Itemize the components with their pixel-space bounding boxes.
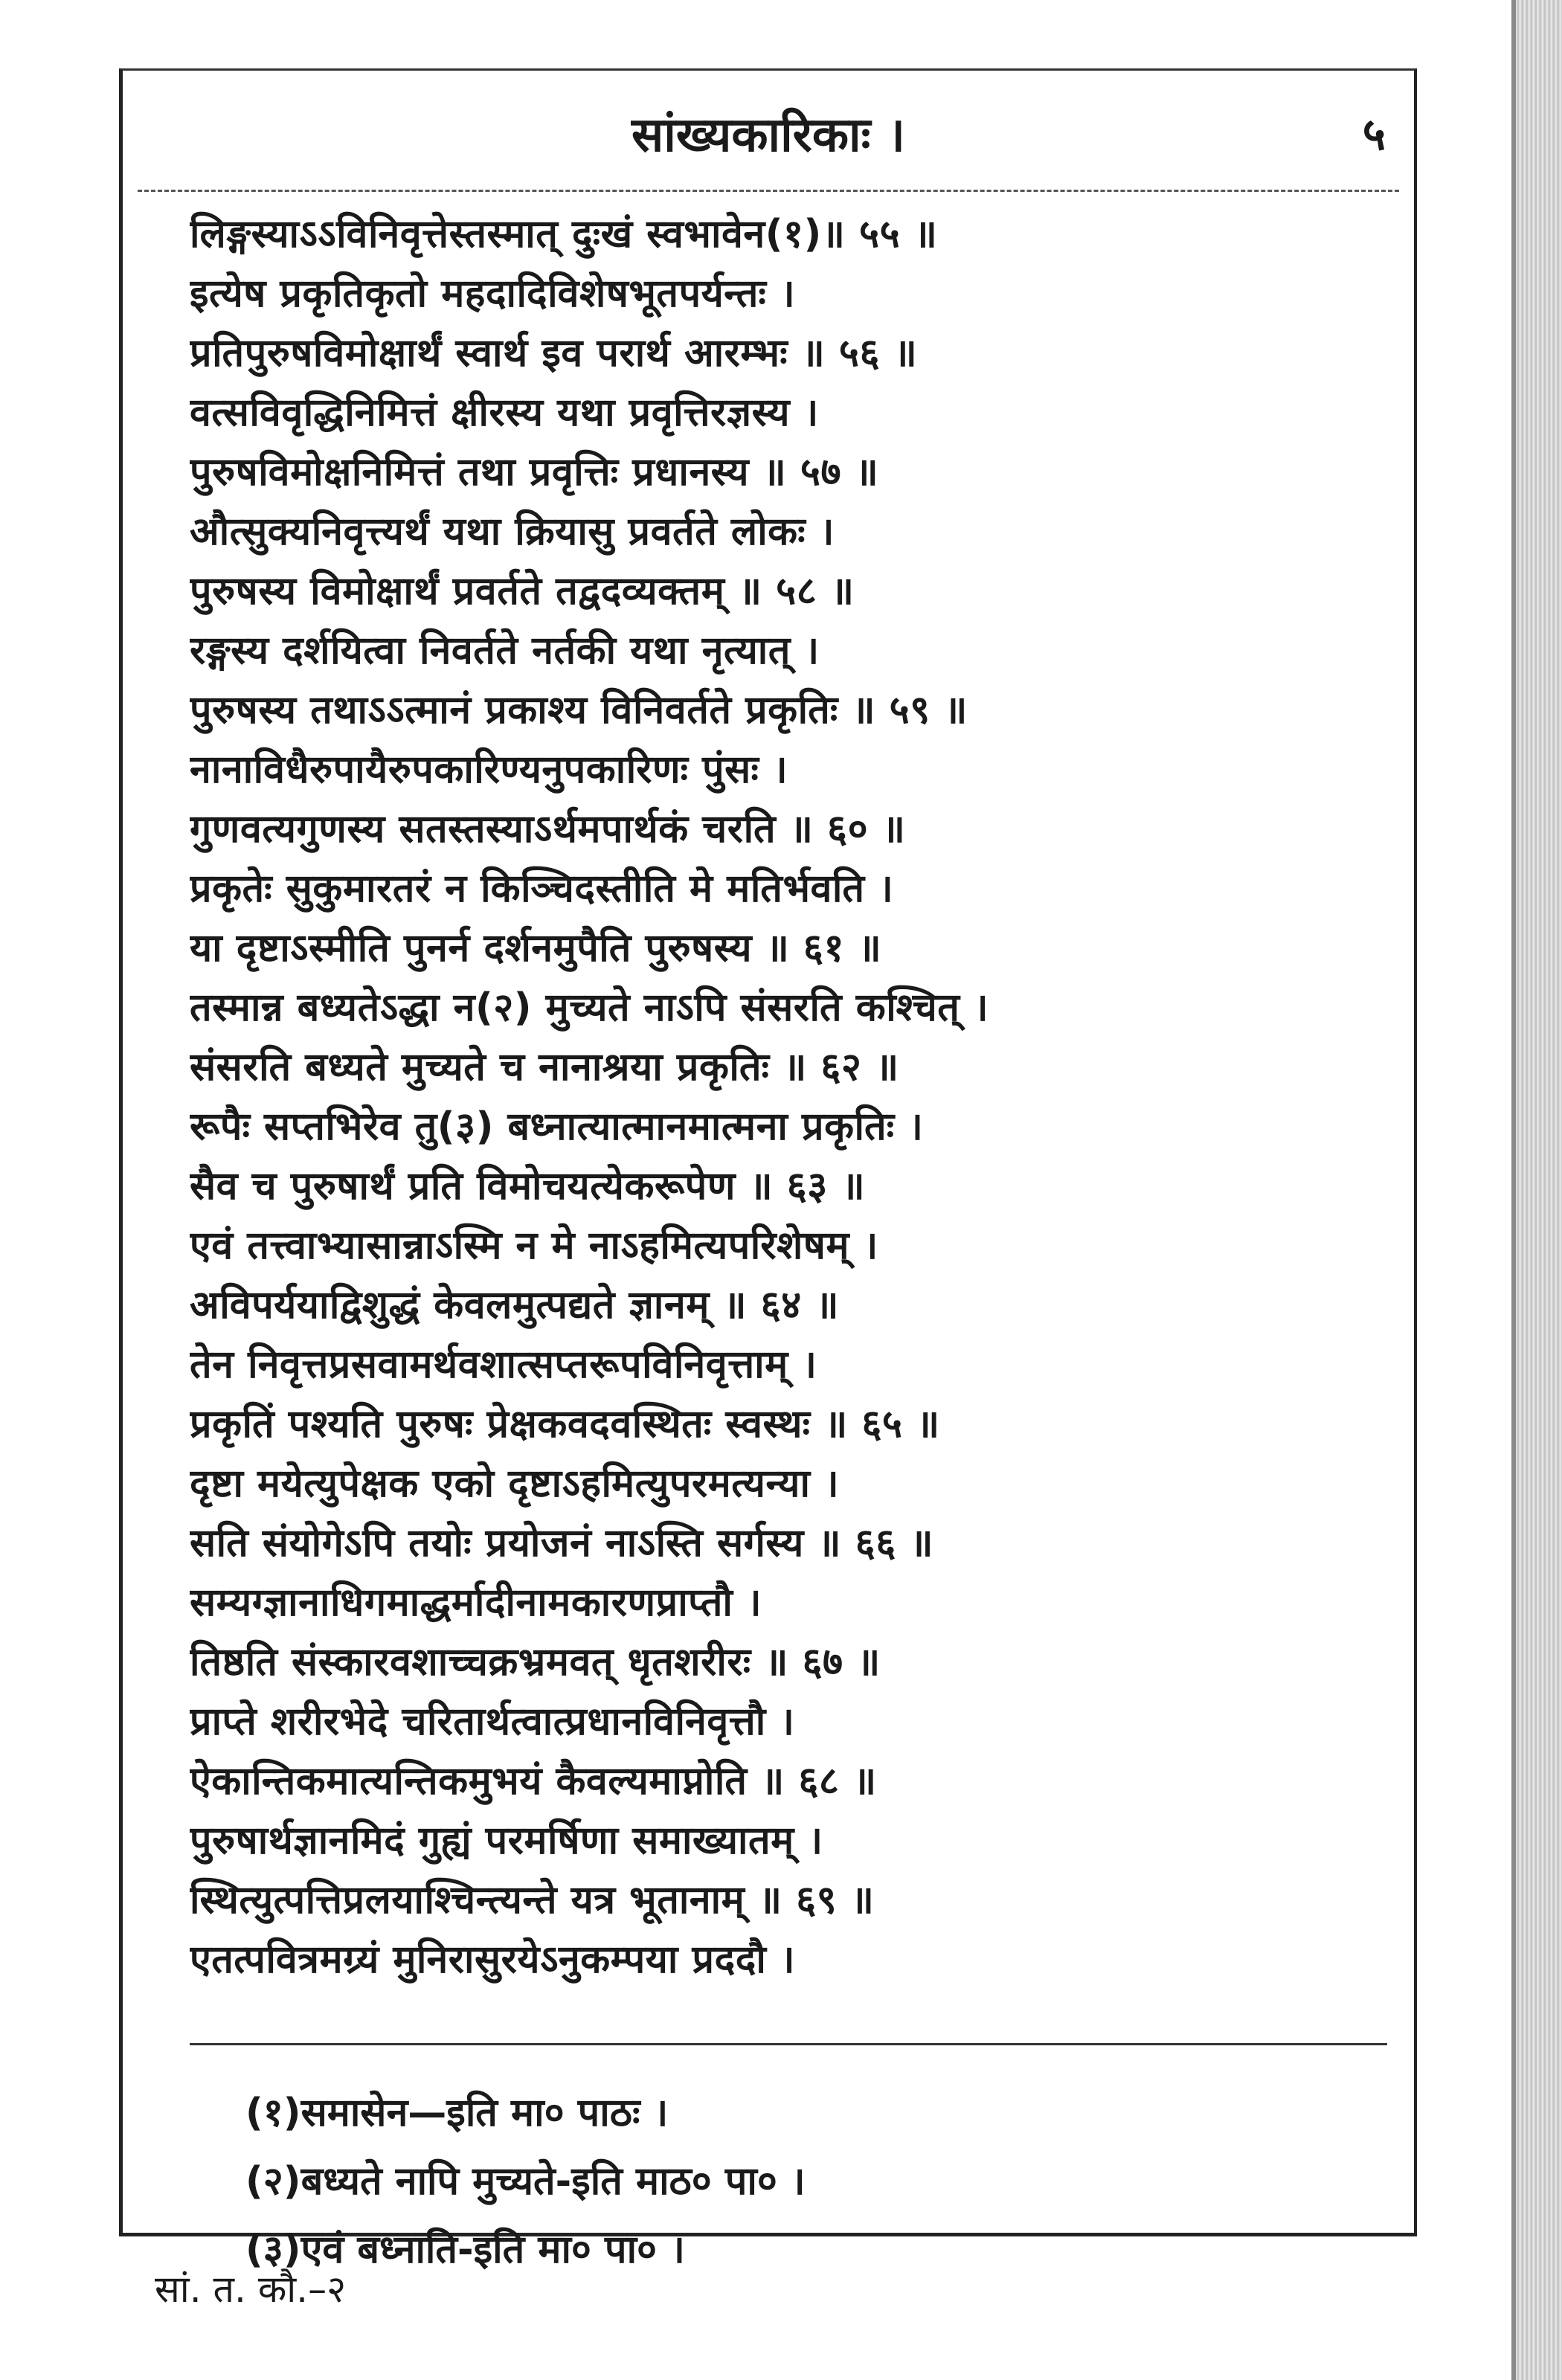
verse-line: संसरति बध्यते मुच्यते च नानाश्रया प्रकृतिः ॥ ६२ ॥	[190, 1045, 899, 1090]
verse-line: प्रकृतिं पश्यति पुरुषः प्रेक्षकवदवस्थितः स्वस्थः ॥ ६५ ॥	[190, 1402, 940, 1447]
page-edge-shadow	[1516, 0, 1562, 2380]
page-edge-line	[1511, 0, 1516, 2380]
verse-line: पुरुषार्थज्ञानमिदं गुह्यं परमर्षिणा समाख्यातम् ।	[190, 1818, 823, 1863]
verse-line: एतत्पवित्रमग्र्यं मुनिरासुरयेऽनुकम्पया प्रददौ ।	[190, 1937, 796, 1982]
verse-line: दृष्टा मयेत्युपेक्षक एको दृष्टाऽहमित्युपरमत्यन्या ।	[190, 1461, 840, 1506]
verse-line: लिङ्गस्याऽऽविनिवृत्तेस्तस्मात् दुःखं स्वभावेन(१)॥ ५५ ॥	[190, 212, 938, 257]
page-frame	[119, 68, 1417, 2272]
footnote-rule	[190, 2043, 1387, 2045]
footnote-block	[245, 2079, 1361, 2284]
footnote-1: (१)समासेन—इति मा० पाठः ।	[245, 2091, 669, 2135]
verse-line: तस्मान्न बध्यतेऽद्धा न(२) मुच्यते नाऽपि संसरति कश्चित् ।	[190, 985, 989, 1030]
footnote-2: (२)बध्यते नापि मुच्यते-इति माठ० पा० ।	[245, 2159, 806, 2204]
verse-line: पुरुषविमोक्षनिमित्तं तथा प्रवृत्तिः प्रधानस्य ॥ ५७ ॥	[190, 450, 879, 495]
verse-line: औत्सुक्यनिवृत्त्यर्थं यथा क्रियासु प्रवर्तते लोकः ।	[190, 509, 835, 554]
verse-line: वत्सविवृद्धिनिमित्तं क्षीरस्य यथा प्रवृत्तिरज्ञस्य ।	[190, 390, 819, 435]
verse-line: पुरुषस्य तथाऽऽत्मानं प्रकाश्य विनिवर्तते प्रकृतिः ॥ ५९ ॥	[190, 688, 968, 733]
verse-line: प्राप्ते शरीरभेदे चरितार्थत्वात्प्रधानविनिवृत्तौ ।	[190, 1699, 795, 1744]
verse-line: इत्येष प्रकृतिकृतो महदादिविशेषभूतपर्यन्तः ।	[190, 271, 796, 316]
verse-line: तिष्ठति संस्कारवशाच्चक्रभ्रमवत् धृतशरीरः ॥ ६७ ॥	[190, 1640, 881, 1685]
verse-line: प्रतिपुरुषविमोक्षार्थं स्वार्थ इव परार्थ आरम्भः ॥ ५६ ॥	[190, 331, 918, 376]
verse-line: स्थित्युत्पत्तिप्रलयाश्चिन्त्यन्ते यत्र भूतानाम् ॥ ६९ ॥	[190, 1878, 875, 1923]
verse-line: ऐकान्तिकमात्यन्तिकमुभयं कैवल्यमाप्नोति ॥ ६८ ॥	[190, 1759, 877, 1804]
verse-line: गुणवत्यगुणस्य सतस्तस्याऽर्थमपार्थकं चरति ॥ ६० ॥	[190, 807, 906, 852]
header-rule	[138, 190, 1399, 192]
verse-line: सम्यग्ज्ञानाधिगमाद्धर्मादीनामकारणप्राप्तौ ।	[190, 1580, 762, 1625]
verse-line: पुरुषस्य विमोक्षार्थं प्रवर्तते तद्वदव्यक्तम् ॥ ५८ ॥	[190, 569, 855, 614]
verse-line: प्रकृतेः सुकुमारतरं न किञ्चिदस्तीति मे मतिर्भवति ।	[190, 866, 894, 911]
verse-line: रङ्गस्य दर्शयित्वा निवर्तते नर्तकी यथा नृत्यात् ।	[190, 628, 820, 673]
verse-block	[190, 205, 1395, 1990]
verse-line: नानाविधैरुपायैरुपकारिण्यनुपकारिणः पुंसः ।	[190, 747, 788, 792]
printer-signature: सां. त. कौ.–२	[155, 2268, 347, 2311]
verse-line: तेन निवृत्तप्रसवामर्थवशात्सप्तरूपविनिवृत्ताम् ।	[190, 1342, 817, 1387]
page-number: ५	[1362, 109, 1386, 161]
footnote-3: (३)एवं बध्नाति-इति मा० पा० ।	[245, 2228, 685, 2272]
verse-line: सैव च पुरुषार्थं प्रति विमोचयत्येकरूपेण ॥ ६३ ॥	[190, 1164, 866, 1209]
verse-line: या दृष्टाऽस्मीति पुनर्न दर्शनमुपैति पुरुषस्य ॥ ६१ ॥	[190, 926, 882, 971]
verse-line: रूपैः सप्तभिरेव तु(३) बध्नात्यात्मानमात्मना प्रकृतिः ।	[190, 1104, 924, 1149]
verse-line: सति संयोगेऽपि तयोः प्रयोजनं नाऽस्ति सर्गस्य ॥ ६६ ॥	[190, 1521, 934, 1566]
verse-line: अविपर्ययाद्विशुद्धं केवलमुत्पद्यते ज्ञानम् ॥ ६४ ॥	[190, 1283, 839, 1328]
verse-line: एवं तत्त्वाभ्यासान्नाऽस्मि न मे नाऽहमित्यपरिशेषम् ।	[190, 1223, 878, 1268]
running-head: सांख्यकारिकाः ।	[631, 108, 906, 163]
